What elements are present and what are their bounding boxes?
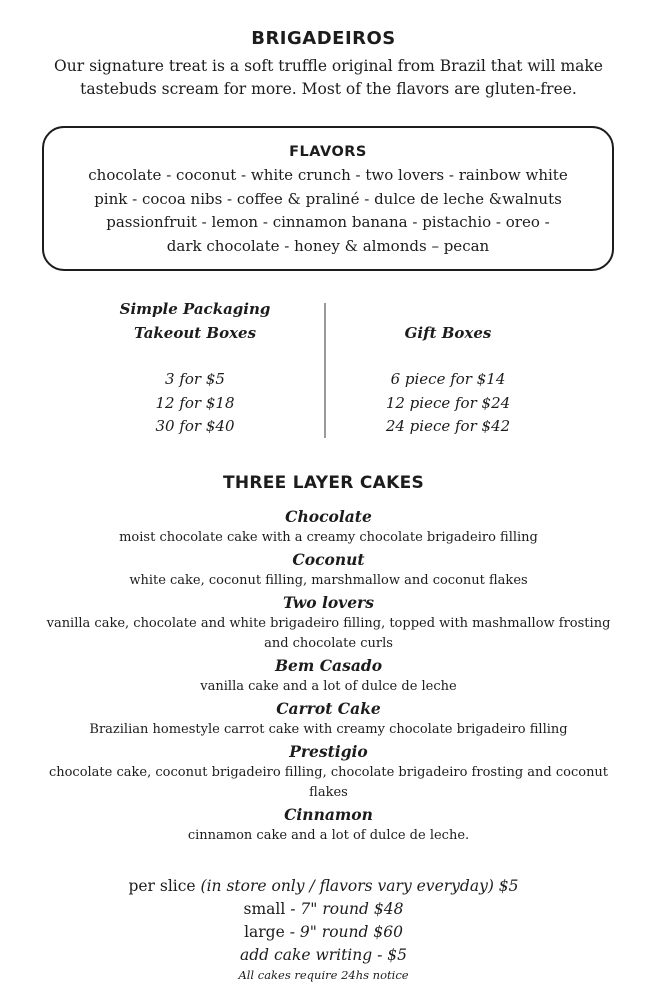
- gift-heading: Gift Boxes: [404, 324, 492, 342]
- writing-price: add cake writing - $5: [240, 946, 407, 964]
- cakes-title: THREE LAYER CAKES: [222, 473, 425, 493]
- large-label: large: [244, 923, 285, 941]
- notice-text: All cakes require 24hs notice: [238, 968, 409, 982]
- small-price-line: [0, 898, 647, 921]
- takeout-price: 12 for $18: [155, 393, 235, 412]
- slice-price-line: [0, 875, 647, 898]
- cake-description: vanilla cake and a lot of dulce de leche: [200, 679, 457, 694]
- gift-price: 6 piece for $14: [390, 370, 506, 388]
- flavors-list: [44, 164, 612, 258]
- cake-name: Two lovers: [283, 593, 374, 612]
- flavor-line: passionfruit - lemon - cinnamon banana - pistachio - oreo -: [106, 213, 550, 231]
- small-price: - 7" round $48: [290, 900, 404, 918]
- brigadeiros-title: BRIGADEIROS: [251, 28, 396, 49]
- takeout-boxes-column: [95, 297, 295, 439]
- gift-price-list: [348, 368, 548, 439]
- small-label: small: [243, 900, 286, 918]
- gift-boxes-column: [348, 297, 548, 439]
- cake-name: Cinnamon: [284, 805, 373, 824]
- flavor-line: chocolate - coconut - white crunch - two lovers - rainbow white: [88, 166, 568, 184]
- cake-name: Coconut: [292, 550, 365, 569]
- large-price: - 9" round $60: [289, 923, 403, 941]
- cake-description: chocolate cake, coconut brigadeiro filling, chocolate brigadeiro frosting and coconut flakes: [48, 765, 609, 800]
- takeout-price-list: [95, 368, 295, 439]
- gift-price: 12 piece for $24: [385, 393, 511, 412]
- flavors-box: [42, 126, 614, 271]
- cake-name: Prestigio: [289, 742, 368, 761]
- cake-description: vanilla cake, chocolate and white brigadeiro filling, topped with mashmallow frosting and chocolate curls: [46, 616, 611, 651]
- slice-note: (in store only / flavors vary everyday) $5: [200, 877, 519, 895]
- cakes-list: [40, 506, 617, 847]
- cake-description: Brazilian homestyle carrot cake with creamy chocolate brigadeiro filling: [89, 722, 568, 737]
- cake-description: moist chocolate cake with a creamy chocolate brigadeiro filling: [119, 530, 538, 545]
- flavor-line: pink - cocoa nibs - coffee & praliné - dulce de leche &walnuts: [94, 189, 562, 208]
- cake-pricing: [0, 875, 647, 983]
- takeout-heading-2: Takeout Boxes: [133, 324, 257, 342]
- large-price-line: [0, 921, 647, 944]
- cake-description: white cake, coconut filling, marshmallow and coconut flakes: [129, 573, 528, 588]
- flavors-title: FLAVORS: [289, 144, 367, 160]
- cake-name: Carrot Cake: [276, 699, 381, 718]
- packaging-divider: [324, 303, 326, 438]
- slice-label: per slice: [128, 877, 196, 895]
- takeout-price: 3 for $5: [165, 370, 225, 388]
- flavor-line: dark chocolate - honey & almonds – pecan: [166, 236, 490, 255]
- cake-name: Bem Casado: [274, 656, 383, 675]
- gift-price: 24 piece for $42: [385, 417, 511, 435]
- takeout-heading-1: Simple Packaging: [119, 300, 271, 318]
- cake-name: Chocolate: [285, 507, 372, 526]
- brigadeiros-description: Our signature treat is a soft truffle original from Brazil that will make tastebuds scream for more. Most of the flavors are gluten-free.: [54, 57, 603, 98]
- takeout-price: 30 for $40: [155, 417, 235, 435]
- cake-description: cinnamon cake and a lot of dulce de leche.: [187, 828, 470, 843]
